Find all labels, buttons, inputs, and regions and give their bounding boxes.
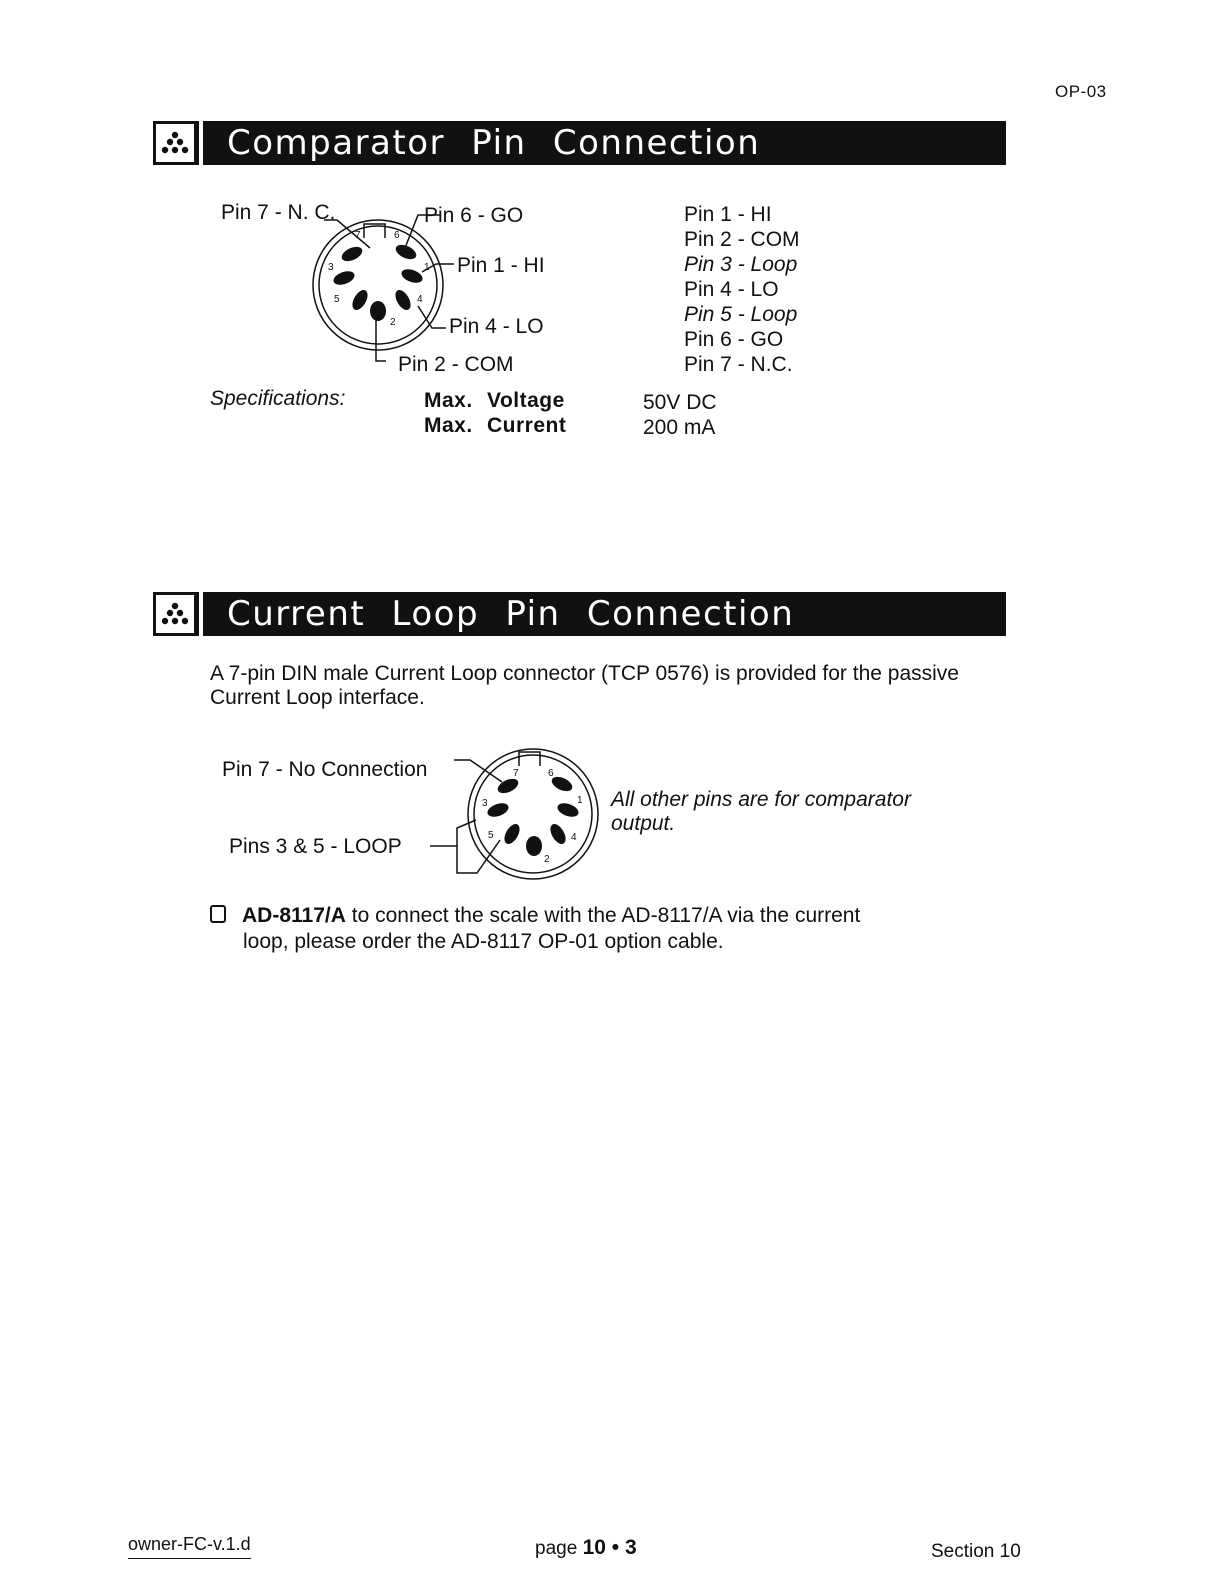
note-model: AD-8117/A (242, 904, 346, 927)
specifications-label: Specifications: (210, 387, 346, 410)
connector-outer-ring (313, 220, 443, 350)
connector-key-notch (519, 752, 540, 766)
note-text-line2: loop, please order the AD-8117 OP-01 option cable. (243, 930, 724, 953)
pin-3-contact (486, 801, 511, 820)
bar-divider (199, 121, 203, 165)
side-note: All other pins are for comparator output. (611, 788, 911, 835)
section-header-comparator (153, 121, 1006, 165)
section-header-current-loop (153, 592, 1006, 636)
current-loop-description: A 7-pin DIN male Current Loop connector (TCP 0576) is provided for the passive Current Loop interface. (210, 662, 959, 709)
pin-list-item: Pin 3 - Loop (684, 253, 798, 276)
triangle-dots-icon (153, 592, 197, 636)
connector-outer-ring (468, 749, 598, 879)
pin-number: 3 (328, 262, 334, 273)
checkbox-icon (210, 905, 226, 923)
leader-pin2 (376, 318, 386, 361)
ad8117-note (210, 903, 1000, 955)
max-current-label: Max. Current (424, 414, 567, 437)
section-title: Comparator Pin Connection (227, 123, 761, 163)
label-pins35-loop: Pins 3 & 5 - LOOP (229, 835, 402, 858)
bar-divider (199, 592, 203, 636)
pin-number: 6 (548, 768, 554, 779)
pin-list-item: Pin 6 - GO (684, 328, 784, 351)
footer-page-prefix: page (535, 1538, 578, 1559)
footer-doc-id: owner-FC-v.1.d (128, 1534, 251, 1559)
label-pin6: Pin 6 - GO (424, 204, 524, 227)
footer-page-number: 10 • 3 (582, 1536, 637, 1559)
pin-2-contact (526, 836, 542, 856)
pin-list-item: Pin 7 - N.C. (684, 353, 793, 376)
max-voltage-value: 50V DC (643, 391, 717, 414)
pin-number: 7 (355, 230, 361, 241)
page-id: OP-03 (1055, 82, 1107, 101)
pin-4-contact (392, 287, 413, 312)
label-pin2: Pin 2 - COM (398, 353, 514, 376)
pin-number: 6 (394, 230, 400, 241)
footer-page (535, 1536, 637, 1560)
pin-list-item: Pin 1 - HI (684, 203, 772, 226)
label-pin4: Pin 4 - LO (449, 315, 544, 338)
label-pin7: Pin 7 - N. C. (221, 201, 336, 224)
pin-3-contact (332, 269, 357, 288)
spec-values (643, 390, 717, 440)
pin-number: 1 (424, 262, 430, 273)
pin-number: 4 (571, 832, 577, 843)
pin-5-contact (349, 287, 370, 312)
triangle-dots-icon (153, 121, 197, 165)
pin-number: 4 (417, 294, 423, 305)
pin-list-item: Pin 2 - COM (684, 228, 800, 251)
max-current-value: 200 mA (643, 416, 716, 439)
max-voltage-label: Max. Voltage (424, 389, 565, 412)
pin-number: 5 (488, 830, 494, 841)
pin-list (684, 202, 800, 377)
section-title: Current Loop Pin Connection (227, 594, 795, 634)
footer-section: Section 10 (931, 1541, 1021, 1562)
pin-number: 3 (482, 798, 488, 809)
note-text-line1: to connect the scale with the AD-8117/A via the current (351, 904, 861, 927)
label-pin1: Pin 1 - HI (457, 254, 545, 277)
pin-5-contact (501, 821, 522, 846)
current-loop-din-diagram (420, 740, 620, 890)
pin-7-contact (339, 244, 364, 264)
leader-pins35-bottom (457, 840, 500, 873)
connector-inner-ring (319, 226, 437, 344)
pin-4-contact (547, 821, 568, 846)
label-pin7-no-connection: Pin 7 - No Connection (222, 758, 428, 781)
pin-number: 2 (544, 854, 550, 865)
pin-2-contact (370, 301, 386, 321)
spec-names (424, 388, 566, 438)
pin-number: 5 (334, 294, 340, 305)
pin-number: 7 (513, 768, 519, 779)
pin-number: 1 (577, 795, 583, 806)
pin-number: 2 (390, 317, 396, 328)
pin-list-item: Pin 5 - Loop (684, 303, 798, 326)
pin-1-contact (400, 267, 425, 286)
pin-list-item: Pin 4 - LO (684, 278, 779, 301)
